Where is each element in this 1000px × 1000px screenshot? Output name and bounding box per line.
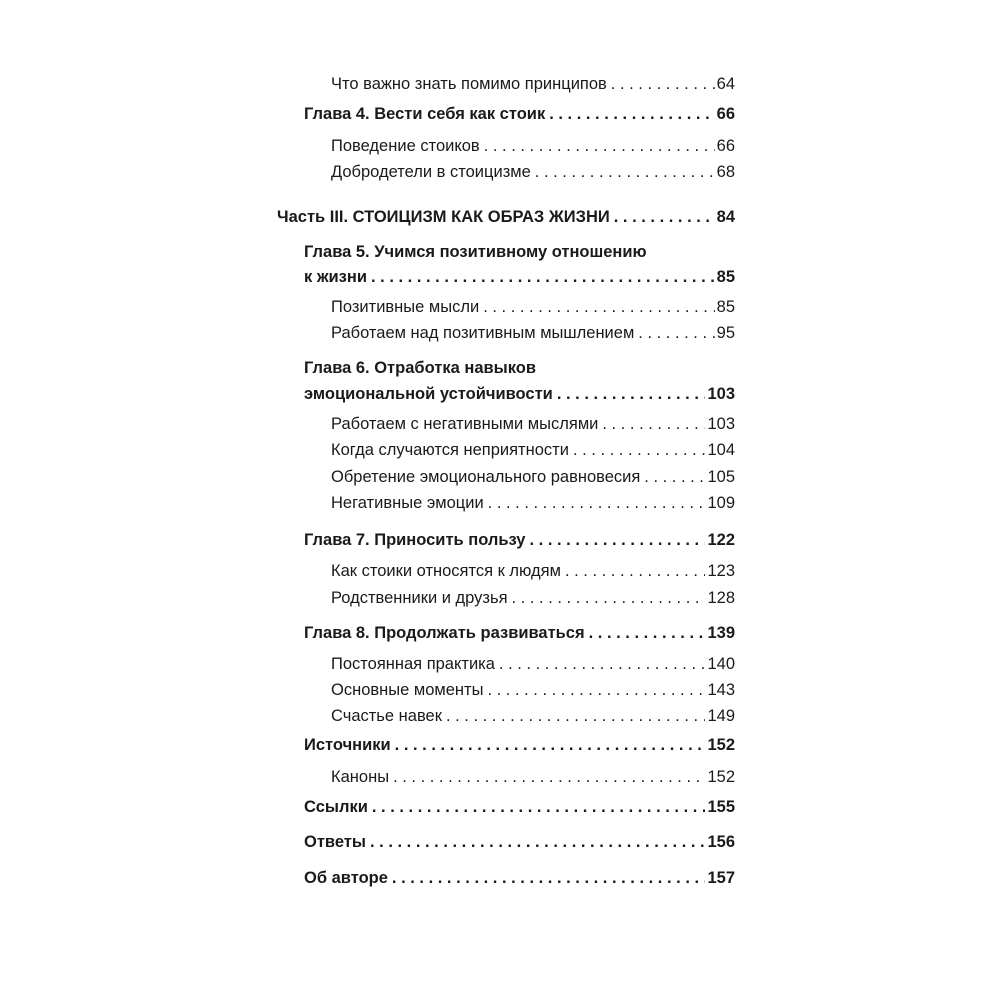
toc-chapter[interactable] [304, 531, 735, 550]
dot-leader [549, 105, 714, 124]
toc-entry[interactable] [331, 137, 735, 156]
toc-entry-title: Счастье навек [331, 707, 442, 725]
toc-page-number: 68 [716, 163, 735, 181]
dot-leader [638, 324, 714, 343]
dot-leader [392, 869, 706, 888]
dot-leader [488, 494, 706, 513]
dot-leader [512, 589, 706, 608]
toc-entry-title: Как стоики относятся к людям [331, 562, 561, 580]
toc-entry-title: Что важно знать помимо принципов [331, 75, 607, 93]
dot-leader [573, 441, 706, 460]
toc-chapter[interactable] [304, 624, 735, 643]
toc-entry-title: Обретение эмоционального равновесия [331, 468, 641, 486]
dot-leader [370, 833, 705, 852]
toc-chapter-title-line1[interactable]: Глава 6. Отработка навыков [304, 359, 536, 377]
toc-page-number: 139 [707, 624, 735, 642]
toc-page-number: 152 [707, 736, 735, 754]
toc-entry-title: Основные моменты [331, 681, 484, 699]
toc-part[interactable] [277, 208, 735, 227]
toc-page-number: 84 [716, 208, 735, 226]
toc-entry[interactable] [331, 75, 735, 94]
toc-entry[interactable] [331, 163, 735, 182]
toc-page-number: 105 [707, 468, 735, 486]
dot-leader [589, 624, 706, 643]
dot-leader [565, 562, 706, 581]
toc-page-number: 149 [707, 707, 735, 725]
toc-page-number: 155 [707, 798, 735, 816]
toc-page-number: 64 [716, 75, 735, 93]
toc-chapter[interactable] [304, 798, 735, 817]
dot-leader [487, 681, 705, 700]
toc-page-number: 66 [716, 105, 735, 123]
toc-entry[interactable] [331, 441, 735, 460]
toc-page-number: 156 [707, 833, 735, 851]
dot-leader [614, 208, 715, 227]
toc-page-number: 143 [707, 681, 735, 699]
toc-chapter-title: Источники [304, 736, 391, 754]
dot-leader [499, 655, 706, 674]
toc-entry-title: Постоянная практика [331, 655, 495, 673]
toc-page-number: 66 [716, 137, 735, 155]
toc-part-title: Часть III. СТОИЦИЗМ КАК ОБРАЗ ЖИЗНИ [277, 208, 610, 226]
toc-chapter-title: эмоциональной устойчивости [304, 385, 553, 403]
toc-entry-title: Родственники и друзья [331, 589, 508, 607]
toc-entry[interactable] [331, 468, 735, 487]
toc-chapter[interactable] [304, 385, 735, 404]
dot-leader [395, 736, 706, 755]
toc-page-number: 103 [707, 415, 735, 433]
toc-entry-title: Поведение стоиков [331, 137, 480, 155]
toc-page-number: 140 [707, 655, 735, 673]
dot-leader [557, 385, 706, 404]
toc-chapter[interactable] [304, 268, 735, 287]
dot-leader [446, 707, 706, 726]
toc-entry[interactable] [331, 298, 735, 317]
toc-chapter-title: Глава 7. Приносить пользу [304, 531, 526, 549]
toc-entry[interactable] [331, 707, 735, 726]
toc-chapter[interactable] [304, 736, 735, 755]
toc-page-number: 123 [707, 562, 735, 580]
toc-chapter-title: Ссылки [304, 798, 368, 816]
dot-leader [371, 268, 715, 287]
toc-page-number: 85 [716, 268, 735, 286]
toc-page-number: 95 [716, 324, 735, 342]
toc-chapter-title: Об авторе [304, 869, 388, 887]
toc-page-number: 122 [707, 531, 735, 549]
dot-leader [393, 768, 705, 787]
toc-chapter-title: Ответы [304, 833, 366, 851]
toc-page-number: 152 [707, 768, 735, 786]
toc-page-number: 85 [716, 298, 735, 316]
toc-chapter-title: Глава 8. Продолжать развиваться [304, 624, 585, 642]
toc-entry-title: Добродетели в стоицизме [331, 163, 531, 181]
toc-chapter[interactable] [304, 833, 735, 852]
toc-entry-title: Работаем над позитивным мышлением [331, 324, 635, 342]
toc-chapter-title: к жизни [304, 268, 367, 286]
toc-page-number: 109 [707, 494, 735, 512]
toc-entry-title: Негативные эмоции [331, 494, 484, 512]
toc-page-number: 128 [707, 589, 735, 607]
toc-chapter[interactable] [304, 869, 735, 888]
toc-entry-title: Работаем с негативными мыслями [331, 415, 599, 433]
toc-entry[interactable] [331, 415, 735, 434]
toc-entry[interactable] [331, 768, 735, 787]
toc-entry-title: Когда случаются неприятности [331, 441, 569, 459]
toc-entry[interactable] [331, 324, 735, 343]
toc-chapter-title-line1[interactable]: Глава 5. Учимся позитивному отношению [304, 243, 647, 261]
toc-page-number: 104 [707, 441, 735, 459]
toc-chapter[interactable] [304, 105, 735, 124]
toc-entry-title: Позитивные мысли [331, 298, 480, 316]
toc-entry[interactable] [331, 562, 735, 581]
dot-leader [484, 137, 715, 156]
dot-leader [611, 75, 715, 94]
toc-entry[interactable] [331, 589, 735, 608]
toc-entry-title: Каноны [331, 768, 390, 786]
dot-leader [530, 531, 706, 550]
toc-entry[interactable] [331, 494, 735, 513]
dot-leader [372, 798, 706, 817]
dot-leader [602, 415, 705, 434]
dot-leader [483, 298, 714, 317]
toc-chapter-title: Глава 4. Вести себя как стоик [304, 105, 546, 123]
toc-page-number: 103 [707, 385, 735, 403]
toc-page-number: 157 [707, 869, 735, 887]
dot-leader [535, 163, 715, 182]
toc-entry[interactable] [331, 655, 735, 674]
toc-entry[interactable] [331, 681, 735, 700]
dot-leader [644, 468, 705, 487]
